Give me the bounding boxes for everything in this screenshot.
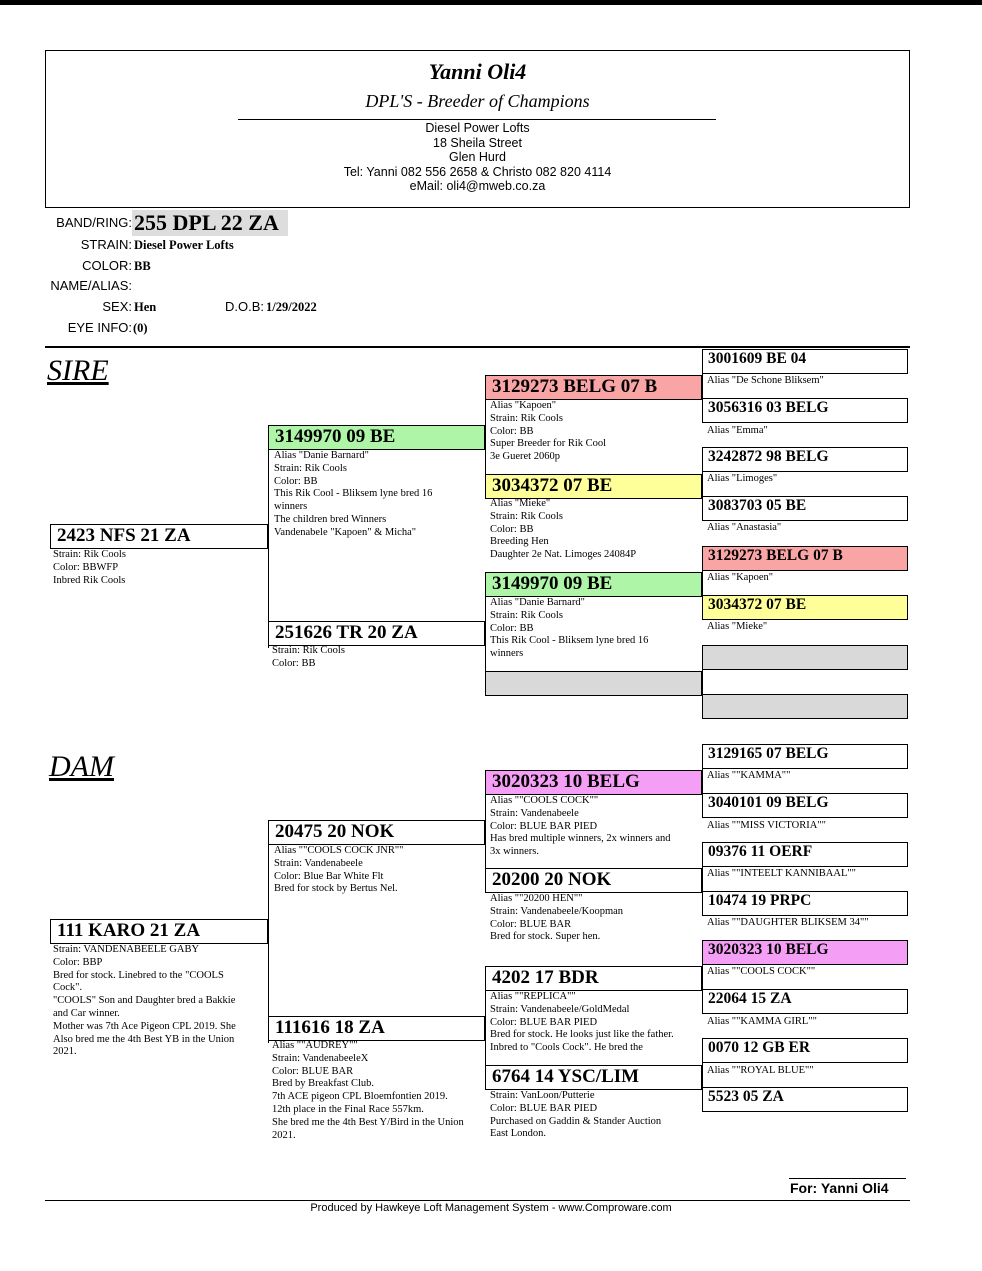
dam-heading: DAM <box>49 750 114 783</box>
sex-label: SEX: <box>102 299 132 314</box>
dob-value: 1/29/2022 <box>266 300 317 314</box>
sire-mfm-alias: Alias "Mieke" <box>707 621 768 632</box>
strain-label: STRAIN: <box>80 237 132 252</box>
sire-mf-info: Alias "Danie Barnard" Strain: Rik Cools Color: BB This Rik Cool - Bliksem lyne bred 16 winners <box>490 597 649 660</box>
dam-fmm-band: 10474 19 PRPC <box>702 891 908 916</box>
dam-info: Strain: VANDENABEELE GABY Color: BBP Bred for stock. Linebred to the "COOLS Cock". "COOLS" Son and Daughter bred a Bakkie and Car winner. Mother was 7th Ace Pigeon CPL 2019. She Also bred me the 4th Best YB in the Union 2021. <box>53 944 236 1058</box>
sire-ffm-band: 3056316 03 BELG <box>702 398 908 423</box>
name-alias-label: NAME/ALIAS: <box>50 278 132 293</box>
address-line: Diesel Power Lofts <box>425 121 530 135</box>
dam-fff-band: 3129165 07 BELG <box>702 744 908 769</box>
dam-mff-band: 3020323 10 BELG <box>702 940 908 965</box>
dam-ffm-band: 3040101 09 BELG <box>702 793 908 818</box>
dam-father-info: Alias ""COOLS COCK JNR"" Strain: Vandenabeele Color: Blue Bar White Flt Bred for stock by Bertus Nel. <box>274 845 404 895</box>
sire-ff-info: Alias "Kapoen" Strain: Rik Cools Color: BB Super Breeder for Rik Cool 3e Gueret 2060p <box>490 400 607 463</box>
sire-fm-info: Alias "Mieke" Strain: Rik Cools Color: BB Breeding Hen Daughter 2e Nat. Limoges 24084P <box>490 498 637 561</box>
header-divider <box>238 119 716 120</box>
dam-mmm-band: 5523 05 ZA <box>702 1087 908 1112</box>
sire-band: 2423 NFS 21 ZA <box>50 524 268 549</box>
sire-ff-band: 3129273 BELG 07 B <box>485 375 702 400</box>
dam-mf-info: Alias ""REPLICA"" Strain: Vandenabeele/GoldMedal Color: BLUE BAR PIED Bred for stock. He looks just like the father. Inbred to "Cools Cock". He bred the <box>490 991 674 1054</box>
address-line: Glen Hurd <box>449 150 506 165</box>
sire-father-connector <box>485 388 486 487</box>
dam-ff-info: Alias ""COOLS COCK"" Strain: Vandenabeele Color: BLUE BAR PIED Has bred multiple winners, 2x winners and 3x winners. <box>490 795 671 858</box>
dam-mm-info: Strain: VanLoon/Putterie Color: BLUE BAR PIED Purchased on Gaddin & Stander Auction East London. <box>490 1090 662 1140</box>
dam-father-band: 20475 20 NOK <box>268 820 485 845</box>
sire-divider <box>45 346 910 348</box>
sire-fmm-alias: Alias "Anastasia" <box>707 522 782 533</box>
dam-ff-band: 3020323 10 BELG <box>485 770 702 795</box>
sire-mother-connector <box>485 584 486 684</box>
sire-fm-band: 3034372 07 BE <box>485 474 702 499</box>
footer-rule <box>45 1200 910 1201</box>
dam-fm-band: 20200 20 NOK <box>485 868 702 893</box>
sire-mfm-band: 3034372 07 BE <box>702 595 908 620</box>
dam-fm-info: Alias ""20200 HEN"" Strain: Vandenabeele/Koopman Color: BLUE BAR Bred for stock. Super hen. <box>490 893 624 943</box>
dam-mmf-alias: Alias ""ROYAL BLUE"" <box>707 1065 814 1076</box>
sire-mother-info: Strain: Rik Cools Color: BB <box>272 645 345 669</box>
band-number: 255 DPL 22 ZA <box>132 210 288 236</box>
sire-fff-band: 3001609 BE 04 <box>702 349 908 374</box>
sire-mmm-empty <box>702 694 908 719</box>
sire-mother-band: 251626 TR 20 ZA <box>268 621 485 646</box>
sire-fmf-band: 3242872 98 BELG <box>702 447 908 472</box>
sire-fmm-band: 3083703 05 BE <box>702 496 908 521</box>
for-label: For: Yanni Oli4 <box>790 1180 889 1196</box>
sire-father-info: Alias "Danie Barnard" Strain: Rik Cools Color: BB This Rik Cool - Bliksem lyne bred 16 winners The children bred Winners Vandenabele "Kapoen" & Micha" <box>274 450 433 538</box>
address-line: 18 Sheila Street <box>433 135 522 150</box>
dam-mother-connector <box>485 978 486 1078</box>
top-border <box>0 0 982 5</box>
dam-mm-band: 6764 14 YSC/LIM <box>485 1065 702 1090</box>
dam-fmf-band: 09376 11 OERF <box>702 842 908 867</box>
sire-mff-band: 3129273 BELG 07 B <box>702 546 908 571</box>
sire-father-band: 3149970 09 BE <box>268 425 485 450</box>
dam-fmf-alias: Alias ""INTEELT KANNIBAAL"" <box>707 868 856 879</box>
address-line: Tel: Yanni 082 556 2658 & Christo 082 820 4114 <box>343 164 612 179</box>
band-label: BAND/RING: <box>56 215 132 230</box>
dam-ffm-alias: Alias ""MISS VICTORIA"" <box>707 820 826 831</box>
sire-heading: SIRE <box>47 354 109 387</box>
color-value: BB <box>134 259 151 273</box>
dam-mfm-alias: Alias ""KAMMA GIRL"" <box>707 1016 817 1027</box>
sire-fmf-alias: Alias "Limoges" <box>707 473 778 484</box>
sire-connector <box>268 438 269 648</box>
address-line: eMail: oli4@mweb.co.za <box>409 179 546 194</box>
dam-mmf-band: 0070 12 GB ER <box>702 1038 908 1063</box>
dam-fmm-alias: Alias ""DAUGHTER BLIKSEM 34"" <box>707 917 869 928</box>
dam-mother-band: 111616 18 ZA <box>268 1016 485 1041</box>
breeder-name: Yanni Oli4 <box>428 59 527 84</box>
dam-mff-alias: Alias ""COOLS COCK"" <box>707 966 816 977</box>
sire-ffm-alias: Alias "Emma" <box>707 425 768 436</box>
dam-band: 111 KARO 21 ZA <box>50 919 268 944</box>
dob-label: D.O.B: <box>224 299 264 314</box>
dam-father-connector <box>485 782 486 882</box>
sire-fff-alias: Alias "De Schone Bliksem" <box>707 375 824 386</box>
breeder-header <box>45 50 910 208</box>
produced-by: Produced by Hawkeye Loft Management System - www.Comproware.com <box>310 1202 672 1214</box>
sire-mf-band: 3149970 09 BE <box>485 572 702 597</box>
dam-mother-info: Alias ""AUDREY"" Strain: VandenabeeleX Color: BLUE BAR Bred by Breakfast Club. 7th ACE pigeon CPL Bloemfontien 2019. 12th place in the Final Race 557km. She bred me the 4th Best Y/Bird in the Union 2021. <box>272 1040 464 1141</box>
sire-info: Strain: Rik Cools Color: BBWFP Inbred Rik Cools <box>53 549 126 586</box>
sire-mmf-empty <box>702 645 908 670</box>
dam-mfm-band: 22064 15 ZA <box>702 989 908 1014</box>
for-rule <box>789 1178 906 1179</box>
sire-mm-empty <box>485 671 702 696</box>
eye-info-value: (0) <box>133 321 148 335</box>
breeder-address <box>46 121 909 194</box>
sex-value: Hen <box>134 300 157 314</box>
dam-mf-band: 4202 17 BDR <box>485 966 702 991</box>
dam-connector <box>268 833 269 1043</box>
breeder-tagline: DPL'S - Breeder of Champions <box>365 91 590 111</box>
dam-fff-alias: Alias ""KAMMA"" <box>707 770 791 781</box>
color-label: COLOR: <box>82 258 132 273</box>
sire-mff-alias: Alias "Kapoen" <box>707 572 774 583</box>
eye-info-label: EYE INFO: <box>67 320 132 335</box>
strain-value: Diesel Power Lofts <box>134 238 234 252</box>
